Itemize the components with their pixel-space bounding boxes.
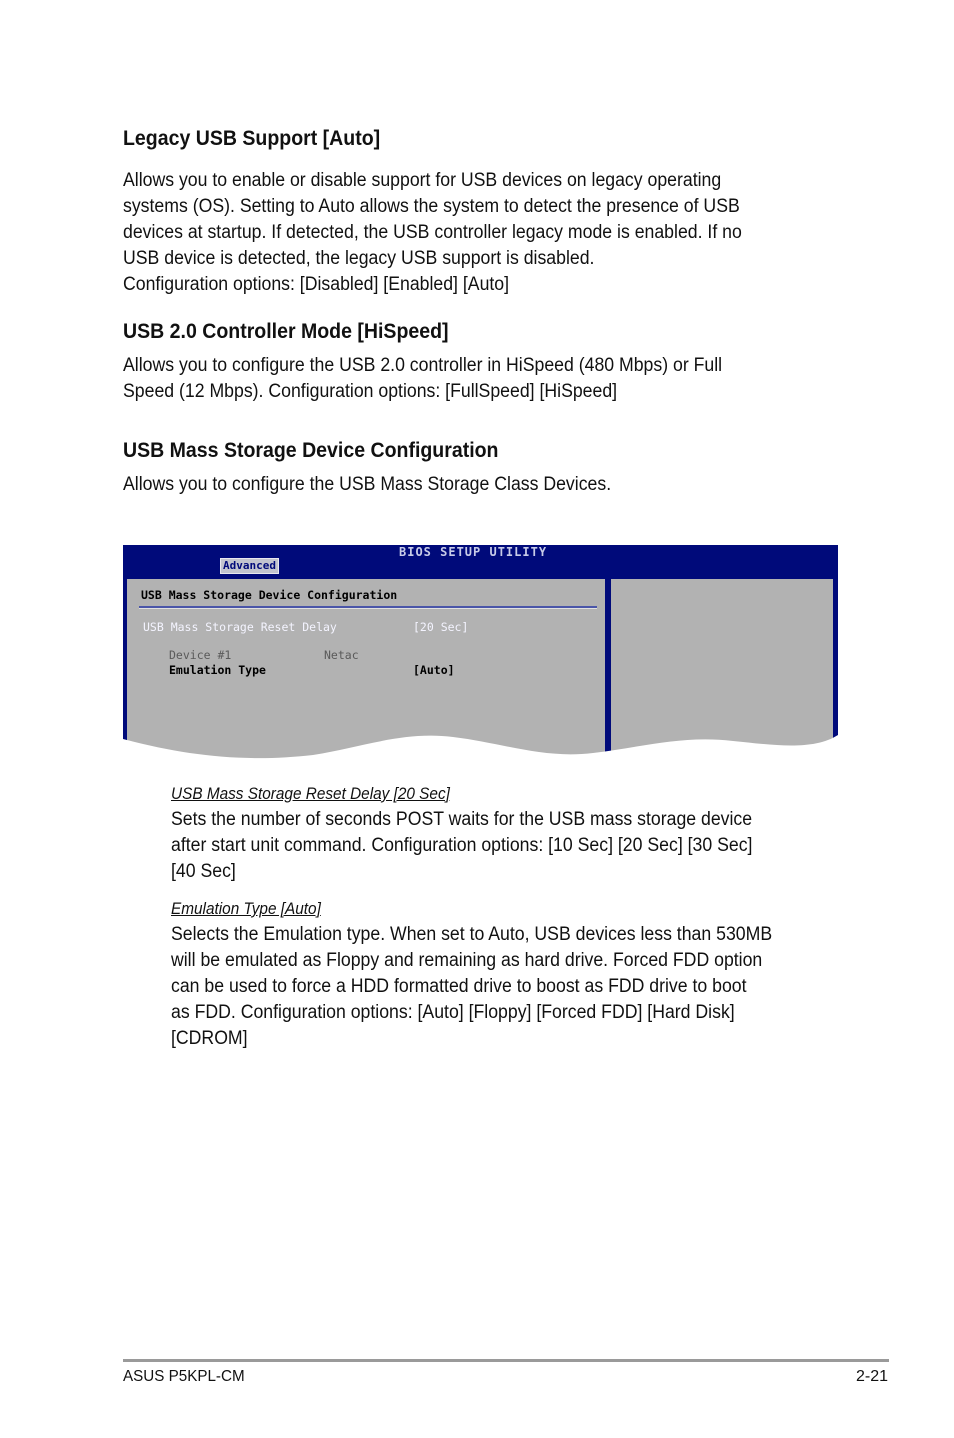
heading-usb-mass-storage-config: USB Mass Storage Device Configuration bbox=[123, 439, 499, 462]
bios-reset-delay-value[interactable]: [20 Sec] bbox=[413, 620, 469, 634]
text-line: Allows you to configure the USB 2.0 controller in HiSpeed (480 Mbps) or Full bbox=[123, 355, 723, 376]
bios-separator-highlight bbox=[139, 608, 597, 609]
paragraph-usb-controller-mode bbox=[123, 353, 802, 405]
text-line: Speed (12 Mbps). Configuration options: [FullSpeed] [HiSpeed] bbox=[123, 381, 618, 402]
text-line: devices at startup. If detected, the USB controller legacy mode is enabled. If no bbox=[123, 222, 742, 243]
paragraph-emulation-type bbox=[171, 922, 836, 1052]
text-line: as FDD. Configuration options: [Auto] [Floppy] [Forced FDD] [Hard Disk] bbox=[171, 1002, 735, 1023]
text-line: Selects the Emulation type. When set to Auto, USB devices less than 530MB bbox=[171, 924, 773, 945]
text-line: systems (OS). Setting to Auto allows the system to detect the presence of USB bbox=[123, 196, 740, 217]
text-line: [CDROM] bbox=[171, 1028, 248, 1049]
bios-tab-advanced[interactable]: Advanced bbox=[220, 558, 279, 574]
text-line: will be emulated as Floppy and remaining as hard drive. Forced FDD option bbox=[171, 950, 763, 971]
text-line: Sets the number of seconds POST waits for the USB mass storage device bbox=[171, 809, 753, 830]
text-line: after start unit command. Configuration options: [10 Sec] [20 Sec] [30 Sec] bbox=[171, 835, 753, 856]
bios-device-value: Netac bbox=[324, 648, 359, 662]
footer-product-name: ASUS P5KPL-CM bbox=[123, 1368, 245, 1385]
bios-title: BIOS SETUP UTILITY bbox=[399, 545, 548, 559]
bios-pane-header: USB Mass Storage Device Configuration bbox=[141, 588, 398, 602]
heading-usb-controller-mode: USB 2.0 Controller Mode [HiSpeed] bbox=[123, 320, 449, 343]
text-line: can be used to force a HDD formatted drive to boost as FDD drive to boot bbox=[171, 976, 747, 997]
text-line: [40 Sec] bbox=[171, 861, 236, 882]
bios-title-bar bbox=[123, 545, 838, 575]
footer-rule bbox=[123, 1359, 889, 1362]
heading-legacy-usb-support: Legacy USB Support [Auto] bbox=[123, 127, 381, 150]
bios-reset-delay-label[interactable]: USB Mass Storage Reset Delay bbox=[143, 620, 337, 634]
text-line: Allows you to configure the USB Mass Storage Class Devices. bbox=[123, 474, 612, 495]
text-line: Configuration options: [Disabled] [Enabled] [Auto] bbox=[123, 274, 510, 295]
paragraph-legacy-usb-support bbox=[123, 168, 802, 298]
footer-page-number: 2-21 bbox=[855, 1368, 888, 1385]
bios-emulation-type-value[interactable]: [Auto] bbox=[413, 663, 455, 677]
bios-screenshot bbox=[123, 545, 838, 765]
text-line: Allows you to enable or disable support for USB devices on legacy operating bbox=[123, 170, 722, 191]
text-line: USB device is detected, the legacy USB support is disabled. bbox=[123, 248, 595, 269]
item-label-reset-delay: USB Mass Storage Reset Delay [20 Sec] bbox=[171, 785, 450, 803]
paragraph-usb-mass-storage-config bbox=[123, 472, 802, 498]
item-label-emulation-type: Emulation Type [Auto] bbox=[171, 900, 321, 918]
torn-edge-decoration bbox=[123, 733, 838, 765]
bios-emulation-type-label[interactable]: Emulation Type bbox=[169, 663, 266, 677]
bios-device-label: Device #1 bbox=[169, 648, 232, 662]
paragraph-reset-delay bbox=[171, 807, 836, 885]
